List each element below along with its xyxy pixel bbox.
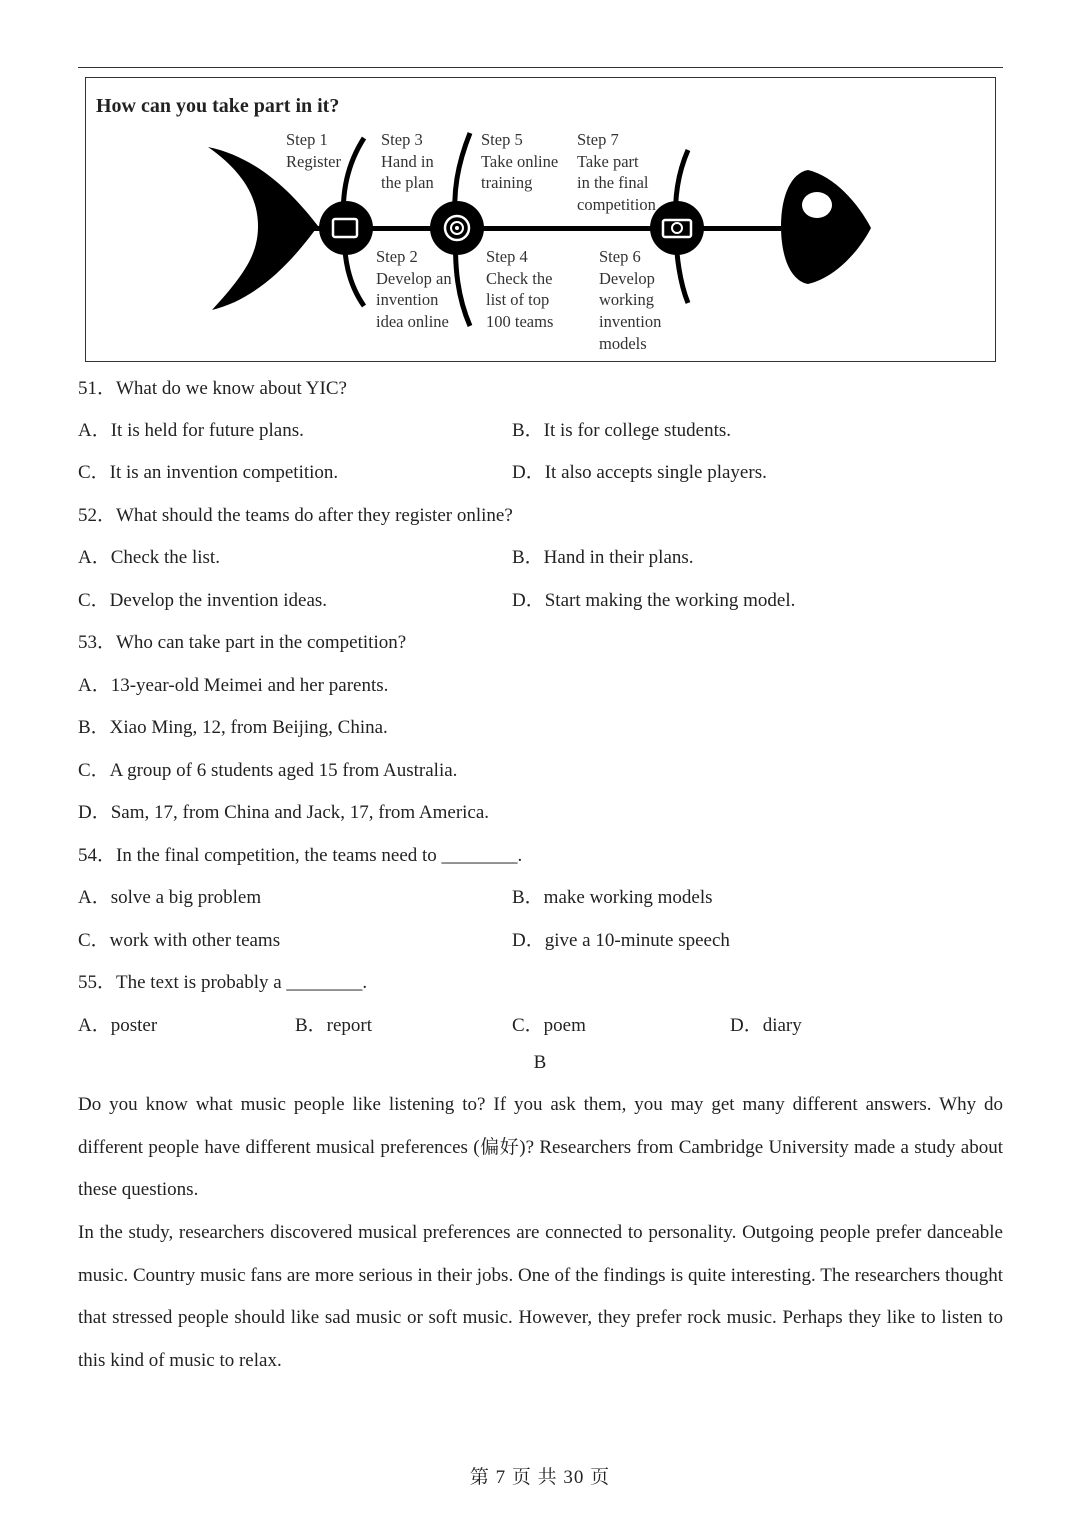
- q53-option-b: B．Xiao Ming, 12, from Beijing, China.: [78, 717, 388, 738]
- top-rule: [78, 67, 1003, 68]
- q55-stem: 55．The text is probably a ________.: [78, 972, 368, 993]
- register-icon-circle: [319, 201, 373, 255]
- q55-option-c: C．poem: [512, 1015, 586, 1036]
- paragraph-2: In the study, researchers discovered musical preferences are connected to personality. Outgoing people prefer danceable music. Country music fans are more serious in their jobs. One of the findings is quite interesting. The researchers thought that stressed people should like sad music or soft music. However, they prefer rock music. Perhaps they like to listen to this kind of music to relax.: [78, 1222, 1003, 1371]
- page-footer: 第 7 页 共 30 页: [469, 1467, 611, 1488]
- q53-option-a: A．13-year-old Meimei and her parents.: [78, 675, 389, 696]
- step-6-label: Step 6 Develop working invention models: [599, 247, 662, 353]
- box-title: How can you take part in it?: [96, 95, 340, 117]
- step-4-label: Step 4 Check the list of top 100 teams: [486, 247, 554, 332]
- q51-option-c: C．It is an invention competition.: [78, 462, 339, 483]
- q54-option-b: B．make working models: [512, 887, 713, 908]
- q52-option-c: C．Develop the invention ideas.: [78, 590, 328, 611]
- q53-option-d: D．Sam, 17, from China and Jack, 17, from America.: [78, 802, 490, 823]
- fish-spine: [306, 226, 781, 231]
- q53-stem: 53．Who can take part in the competition?: [78, 632, 407, 653]
- step-3-label: Step 3 Hand in the plan: [381, 130, 434, 193]
- paragraph-1: Do you know what music people like listening to? If you ask them, you may get many different answers. Why do different people have different musical preferences (偏好)? Researchers from Cambridge University made a study about these questions.: [78, 1094, 1003, 1200]
- fish-head: [781, 170, 871, 284]
- q55-option-a: A．poster: [78, 1015, 158, 1036]
- q52-option-b: B．Hand in their plans.: [512, 547, 694, 568]
- fish-eye: [802, 192, 832, 218]
- q52-option-d: D．Start making the working model.: [512, 590, 796, 611]
- steps-box: [85, 77, 996, 362]
- q51-option-b: B．It is for college students.: [512, 420, 731, 441]
- section-heading: B: [533, 1052, 547, 1073]
- step-7-label: Step 7 Take part in the final competition: [577, 130, 656, 215]
- q53-option-c: C．A group of 6 students aged 15 from Australia.: [78, 760, 458, 781]
- q55-option-b: B．report: [295, 1015, 373, 1036]
- q54-stem: 54．In the final competition, the teams need to ________.: [78, 845, 523, 866]
- q51-stem: 51．What do we know about YIC?: [78, 378, 347, 399]
- step-5-label: Step 5 Take online training: [481, 130, 559, 193]
- q54-option-a: A．solve a big problem: [78, 887, 262, 908]
- q52-option-a: A．Check the list.: [78, 547, 220, 568]
- step-1-label: Step 1 Register: [286, 130, 341, 171]
- q55-option-d: D．diary: [730, 1015, 802, 1036]
- q54-option-d: D．give a 10-minute speech: [512, 930, 730, 951]
- q51-option-a: A．It is held for future plans.: [78, 420, 304, 441]
- step-2-label: Step 2 Develop an invention idea online: [376, 247, 452, 332]
- q54-option-c: C．work with other teams: [78, 930, 281, 951]
- q51-option-d: D．It also accepts single players.: [512, 462, 767, 483]
- q52-stem: 52．What should the teams do after they register online?: [78, 505, 513, 526]
